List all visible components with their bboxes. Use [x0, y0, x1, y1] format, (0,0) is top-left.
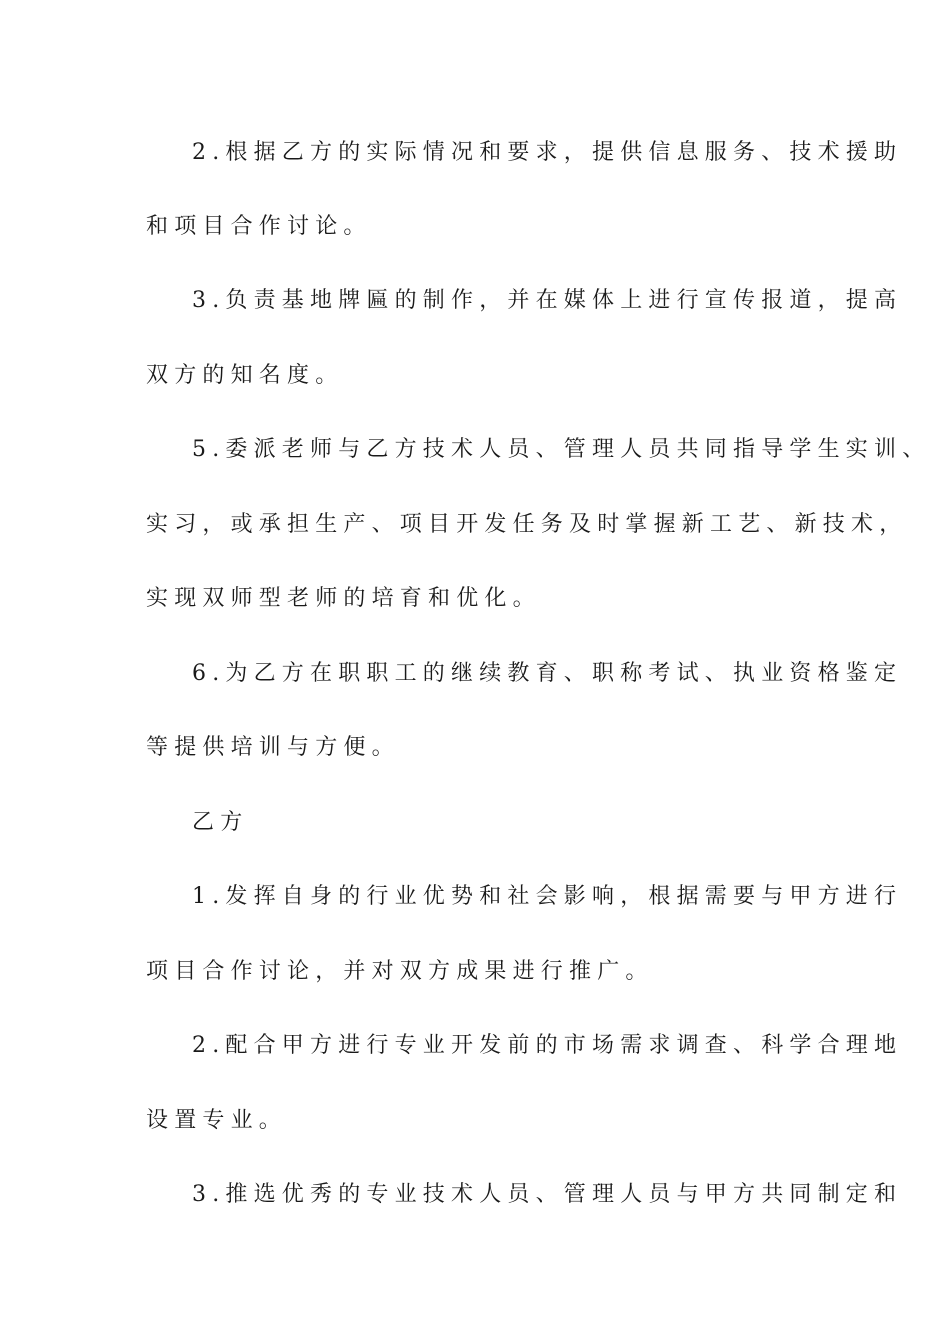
- paragraph-line: 3.负责基地牌匾的制作，并在媒体上进行宣传报道，提高: [192, 288, 903, 313]
- section-heading: 乙方: [192, 810, 249, 835]
- paragraph-line: 设置专业。: [146, 1108, 288, 1133]
- paragraph-line: 1.发挥自身的行业优势和社会影响，根据需要与甲方进行: [192, 884, 903, 909]
- paragraph-line: 5.委派老师与乙方技术人员、管理人员共同指导学生实训、: [192, 437, 931, 462]
- paragraph-line: 项目合作讨论，并对双方成果进行推广。: [146, 959, 654, 984]
- paragraph-line: 2.配合甲方进行专业开发前的市场需求调查、科学合理地: [192, 1033, 903, 1058]
- paragraph-line: 实现双师型老师的培育和优化。: [146, 586, 541, 611]
- paragraph-line: 和项目合作讨论。: [146, 214, 372, 239]
- paragraph-line: 2.根据乙方的实际情况和要求，提供信息服务、技术援助: [192, 140, 903, 165]
- paragraph-line: 等提供培训与方便。: [146, 735, 400, 760]
- paragraph-line: 3.推选优秀的专业技术人员、管理人员与甲方共同制定和: [192, 1182, 903, 1207]
- paragraph-line: 实习，或承担生产、项目开发任务及时掌握新工艺、新技术，: [146, 512, 908, 537]
- paragraph-line: 双方的知名度。: [146, 363, 344, 388]
- paragraph-line: 6.为乙方在职职工的继续教育、职称考试、执业资格鉴定: [192, 661, 903, 686]
